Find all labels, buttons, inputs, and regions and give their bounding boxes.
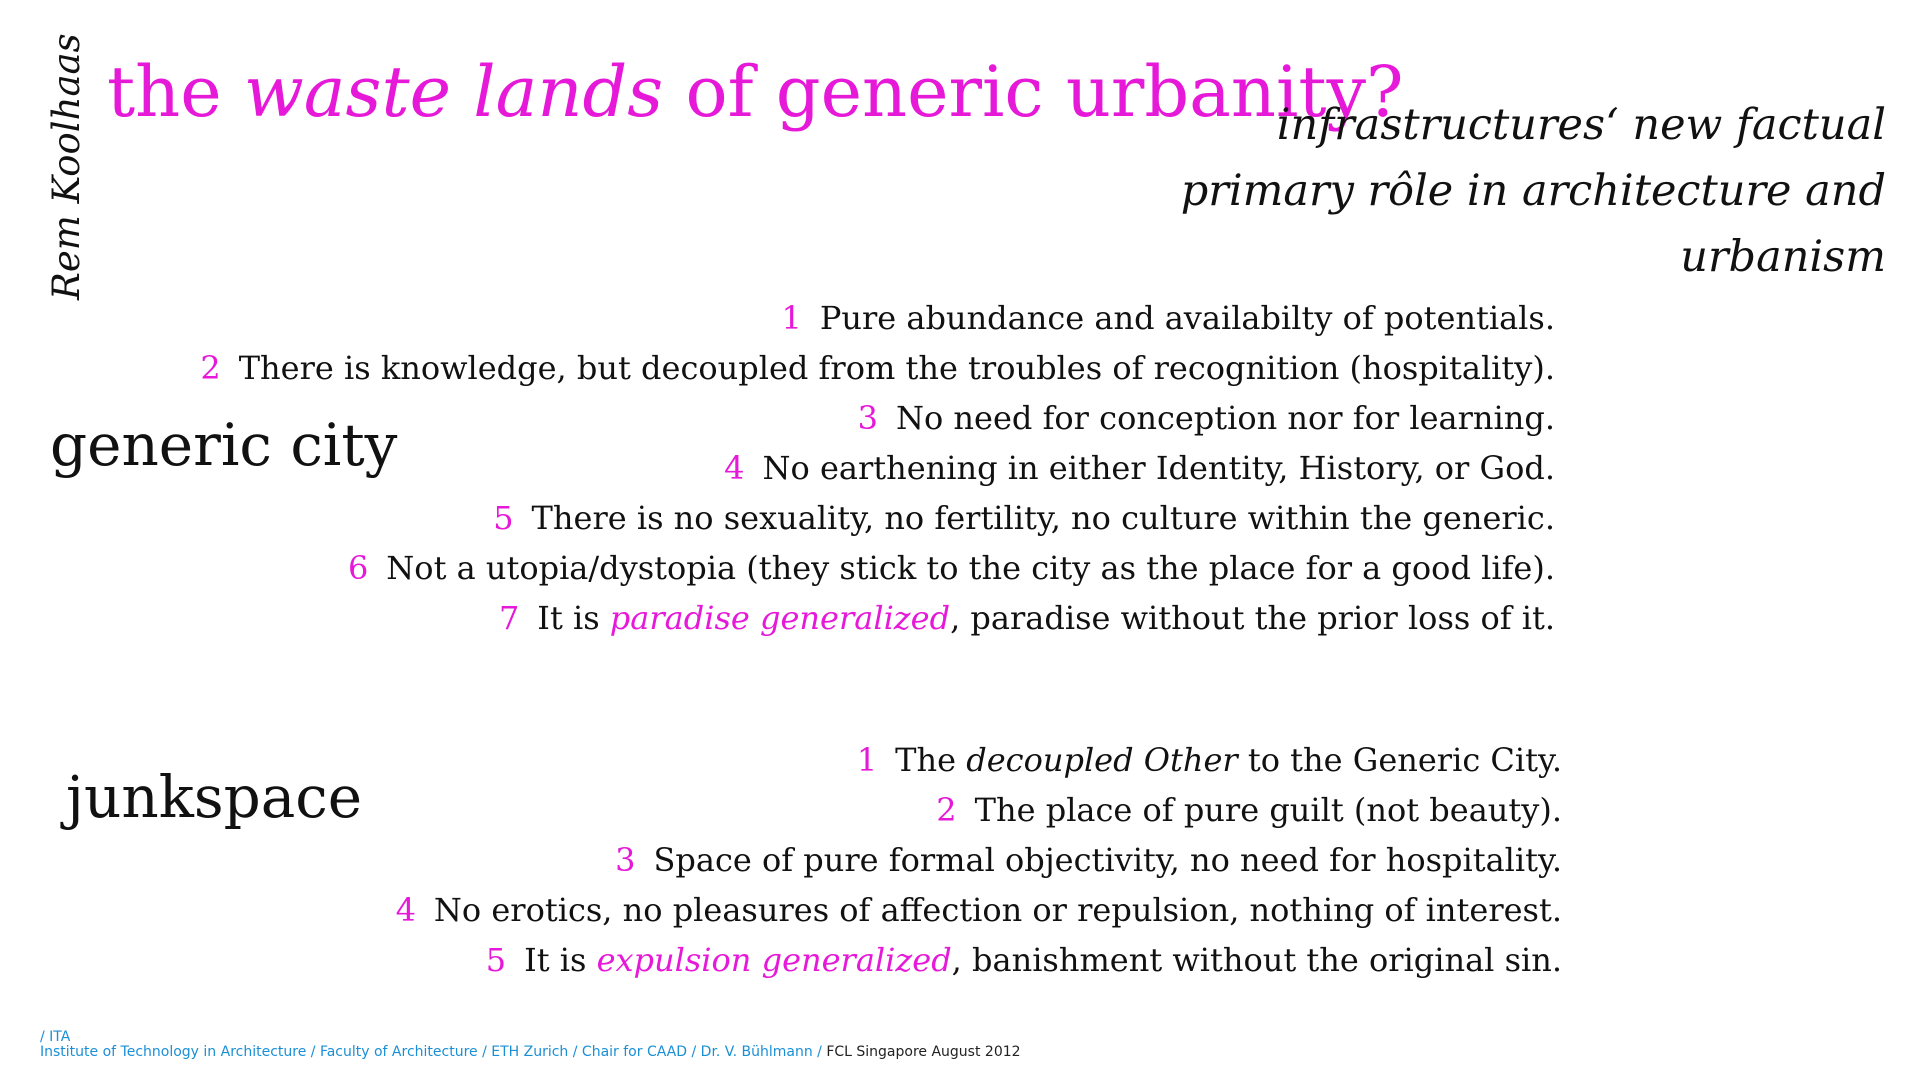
item-text: The place of pure guilt (not beauty). bbox=[974, 791, 1562, 829]
item-emphasis: paradise generalized bbox=[609, 599, 951, 637]
item-text-pre: It is bbox=[537, 599, 610, 637]
footer bbox=[40, 1030, 1021, 1060]
list-item bbox=[396, 785, 1562, 835]
item-number: 5 bbox=[485, 941, 507, 979]
item-number: 3 bbox=[615, 841, 636, 879]
item-text-pre: The bbox=[895, 741, 967, 779]
footer-event: FCL Singapore August 2012 bbox=[826, 1044, 1021, 1060]
item-number: 4 bbox=[395, 891, 416, 929]
junkspace-label: junkspace bbox=[66, 763, 363, 831]
footer-affiliation bbox=[40, 1045, 1021, 1060]
list-item bbox=[200, 593, 1555, 643]
list-item bbox=[396, 835, 1562, 885]
title-emphasis: waste lands bbox=[243, 51, 664, 133]
item-number: 2 bbox=[200, 349, 221, 387]
item-text-post: to the Generic City. bbox=[1237, 741, 1562, 779]
list-item bbox=[200, 393, 1555, 443]
subtitle-line: primary rôle in architecture and bbox=[1180, 166, 1886, 216]
subtitle-line: urbanism bbox=[1680, 232, 1886, 282]
footer-ita-link[interactable]: / ITA bbox=[40, 1029, 71, 1045]
item-number: 6 bbox=[347, 549, 369, 587]
junkspace-list bbox=[396, 735, 1562, 985]
item-text-pre: It is bbox=[524, 941, 597, 979]
item-text: Not a utopia/dystopia (they stick to the city as the place for a good life). bbox=[386, 549, 1555, 587]
item-number: 5 bbox=[493, 499, 514, 537]
item-number: 2 bbox=[936, 791, 957, 829]
generic-city-list bbox=[200, 293, 1555, 643]
item-text-post: , paradise without the prior loss of it. bbox=[950, 599, 1555, 637]
list-item bbox=[396, 735, 1562, 785]
list-item bbox=[200, 443, 1555, 493]
item-emphasis: decoupled Other bbox=[966, 741, 1238, 779]
footer-affiliation-links[interactable]: Institute of Technology in Architecture / Faculty of Architecture / ETH Zurich / Chair for CAAD / Dr. V. Bühlmann / bbox=[40, 1044, 827, 1060]
item-number: 1 bbox=[856, 741, 878, 779]
item-number: 1 bbox=[781, 299, 802, 337]
title-part-1: the bbox=[107, 51, 244, 133]
item-number: 7 bbox=[498, 599, 520, 637]
item-text: No need for conception nor for learning. bbox=[895, 399, 1555, 437]
item-number: 3 bbox=[857, 399, 878, 437]
generic-city-label: generic city bbox=[50, 411, 398, 479]
item-text: There is knowledge, but decoupled from the troubles of recognition (hospitality). bbox=[238, 349, 1555, 387]
subtitle-line: infrastructures‘ new factual bbox=[1276, 100, 1886, 150]
item-text-post: , banishment without the original sin. bbox=[951, 941, 1562, 979]
list-item bbox=[200, 543, 1555, 593]
item-text: Space of pure formal objectivity, no need for hospitality. bbox=[653, 841, 1562, 879]
list-item bbox=[200, 293, 1555, 343]
list-item bbox=[396, 935, 1562, 985]
author-name: Rem Koolhaas bbox=[45, 33, 88, 300]
item-text: No erotics, no pleasures of affection or repulsion, nothing of interest. bbox=[433, 891, 1562, 929]
item-emphasis: expulsion generalized bbox=[596, 941, 952, 979]
list-item bbox=[200, 493, 1555, 543]
list-item bbox=[396, 885, 1562, 935]
list-item bbox=[200, 343, 1555, 393]
item-text: Pure abundance and availabilty of potentials. bbox=[819, 299, 1555, 337]
item-text: There is no sexuality, no fertility, no culture within the generic. bbox=[531, 499, 1555, 537]
slide-subtitle bbox=[1181, 92, 1886, 290]
title-part-2: of generic urbanity? bbox=[663, 51, 1404, 133]
item-number: 4 bbox=[724, 449, 745, 487]
item-text: No earthening in either Identity, History, or God. bbox=[762, 449, 1555, 487]
